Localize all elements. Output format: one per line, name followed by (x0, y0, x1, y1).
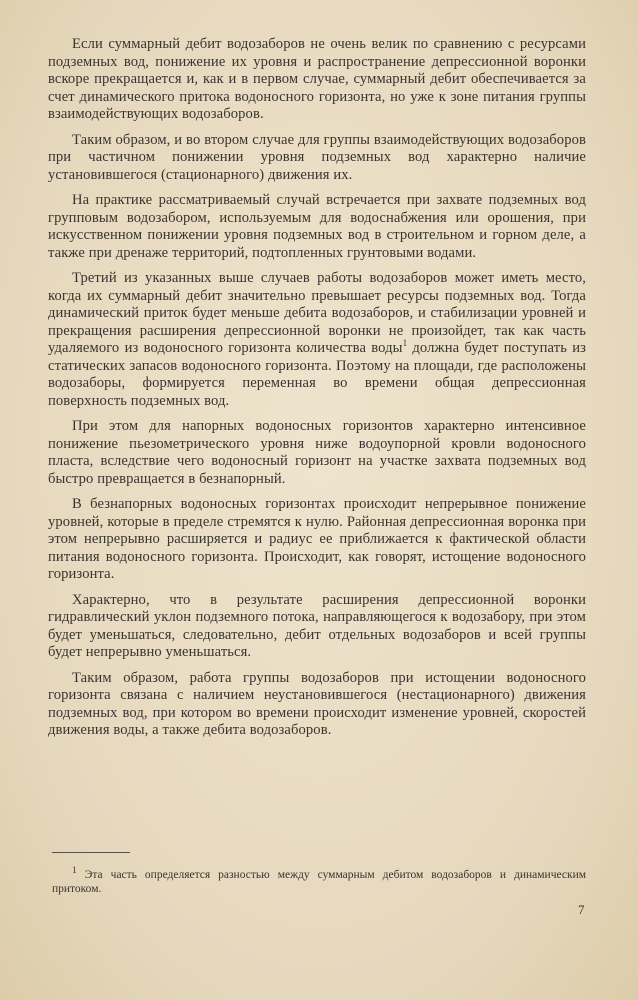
footnote-reference: 1 (402, 338, 408, 349)
footnote-text: Эта часть определяется разностью между суммарным дебитом водозаборов и динамическим притоком. (52, 868, 586, 895)
footnote-mark: 1 (72, 865, 77, 876)
footnote-divider (52, 852, 130, 853)
paragraph-4-head: Третий из указанных выше случаев работы водозаборов может иметь место, когда их суммарный дебит значительно превышает ресурсы подземных вод. Тогда динамический приток будет меньше дебита водозаборов, и стабилизации уровней и прекращения расширения депрессионной воронки не произойдет, так как часть удаляемого из водоносного горизонта количества воды (48, 270, 586, 356)
paragraph-6: В безнапорных водоносных горизонтах происходит непрерывное понижение уровней, которые в пределе стремятся к нулю. Районная депрессионная воронка при этом непрерывно расширяется и радиус ее приближается к фактической области питания водоносного горизонта. Происходит, как говорят, истощение водоносного горизонта. (48, 496, 586, 582)
paragraph-3: На практике рассматриваемый случай встречается при захвате подземных вод групповым водозабором, используемым для водоснабжения или орошения, при искусственном понижении уровня подземных вод в строительном и горном деле, а также при дренаже территорий, подтопленных грунтовыми водами. (48, 192, 586, 261)
paragraph-4 (48, 270, 586, 410)
paragraph-5: При этом для напорных водоносных горизонтов характерно интенсивное понижение пьезометрического уровня ниже водоупорной кровли водоносного пласта, вследствие чего водоносный горизонт на участке захвата подземных вод быстро превращается в безнапорный. (48, 418, 586, 487)
footnote (52, 864, 586, 896)
paragraph-2: Таким образом, и во втором случае для группы взаимодействующих водозаборов при частичном понижении уровня подземных вод характерно наличие установившегося (стационарного) движения их. (48, 131, 586, 183)
page-number: 7 (578, 902, 585, 917)
paragraph-1: Если суммарный дебит водозаборов не очень велик по сравнению с ресурсами подземных вод, понижение их уровня и распространение депрессионной воронки вскоре прекращается и, как и в первом случае, суммарный дебит обеспечивается за счет динамического притока водоносного горизонта, но уже к зоне питания группы взаимодействующих водозаборов. (48, 36, 586, 122)
paragraph-4-tail: должна будет поступать из статических запасов водоносного горизонта. Поэтому на площади, где расположены водозаборы, формируется переменная во времени общая депрессионная поверхность подземных вод. (48, 340, 586, 409)
paragraph-7: Характерно, что в результате расширения депрессионной воронки гидравлический уклон подземного потока, направляющегося к водозабору, при этом будет уменьшаться, следовательно, дебит отдельных водозаборов и всей группы будет непрерывно уменьшаться. (48, 591, 586, 660)
page-body (48, 36, 586, 748)
paragraph-8: Таким образом, работа группы водозаборов при истощении водоносного горизонта связана с наличием неустановившегося (нестационарного) движения подземных вод, при котором во времени происходит изменение уровней, скоростей движения воды, а также дебита водозаборов. (48, 669, 586, 738)
